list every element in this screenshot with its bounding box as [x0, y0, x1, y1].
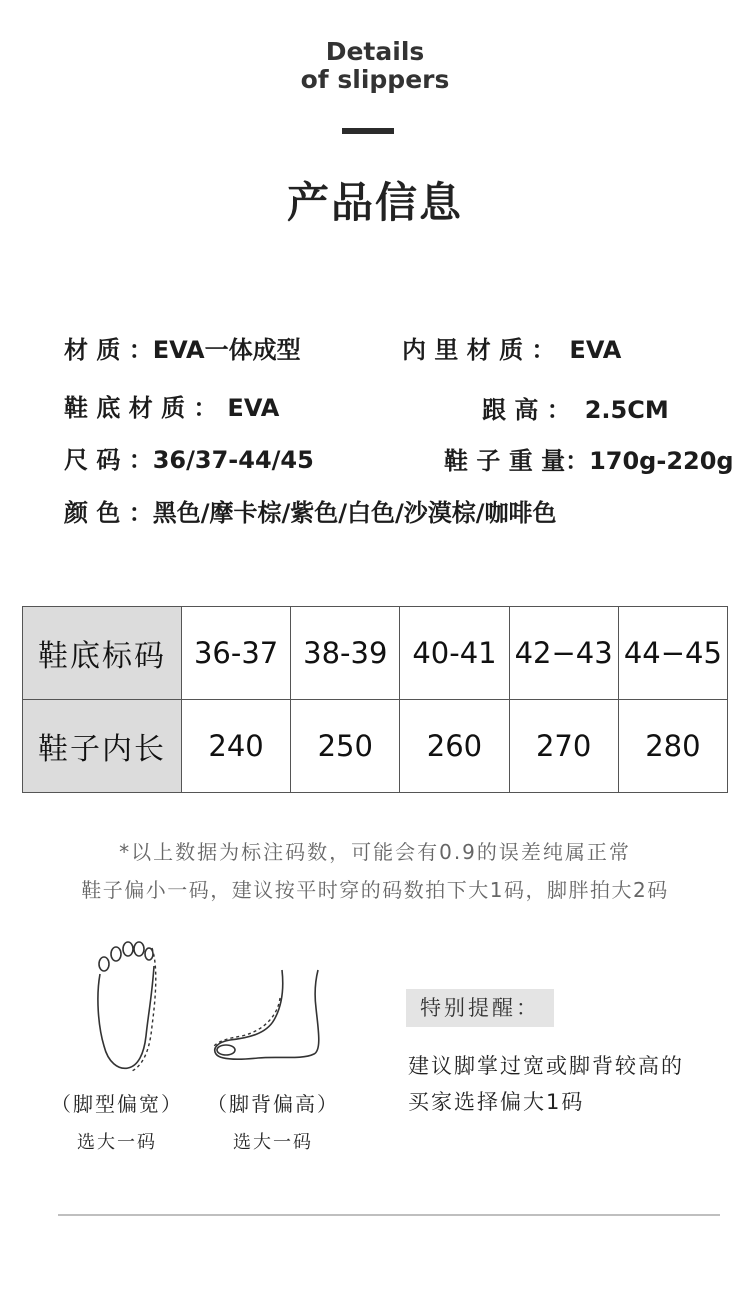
- english-title-line1: Details: [325, 37, 425, 66]
- table-cell: 42−43: [509, 607, 618, 700]
- spec-heel-label: 跟 高 ：: [482, 396, 571, 424]
- spec-weight-label: 鞋 子 重 量：: [444, 447, 590, 475]
- spec-lining: [402, 330, 621, 365]
- table-cell: 250: [291, 700, 400, 793]
- spec-sole-label: 鞋 底 材 质 ：: [64, 394, 218, 422]
- table-cell: 280: [618, 700, 727, 793]
- spec-lining-label: 内 里 材 质 ：: [402, 336, 556, 364]
- wide-foot-icon: [92, 936, 162, 1074]
- spec-color: [64, 493, 557, 528]
- spec-material: [64, 330, 301, 365]
- table-cell: 260: [400, 700, 509, 793]
- spec-heel-value: 2.5CM: [584, 396, 669, 424]
- table-row-sole-size: [23, 607, 728, 700]
- spec-color-label: 颜 色 ：: [64, 499, 153, 527]
- table-cell: 40-41: [400, 607, 509, 700]
- wide-foot-sub: 选大一码: [77, 1132, 157, 1153]
- reminder-line-1: 建议脚掌过宽或脚背较高的: [408, 1054, 684, 1078]
- spec-size: [64, 440, 314, 475]
- high-instep-foot-icon: [208, 968, 326, 1066]
- wide-foot-caption: （脚型偏宽）: [51, 1092, 183, 1116]
- title-divider: [342, 128, 394, 134]
- spec-sole: [64, 388, 279, 423]
- spec-weight: [444, 441, 734, 476]
- row-header-sole-size: 鞋底标码: [23, 607, 182, 700]
- english-title-line2: of slippers: [300, 65, 450, 94]
- spec-size-label: 尺 码 ：: [64, 446, 153, 474]
- spec-lining-value: EVA: [569, 336, 622, 364]
- table-cell: 270: [509, 700, 618, 793]
- table-cell: 36-37: [182, 607, 291, 700]
- footer-divider: [58, 1214, 720, 1216]
- size-table: [22, 606, 728, 793]
- high-instep-sub: 选大一码: [233, 1132, 313, 1153]
- spec-size-value: 36/37-44/45: [152, 446, 314, 474]
- table-cell: 240: [182, 700, 291, 793]
- spec-material-value: EVA一体成型: [152, 336, 301, 364]
- row-header-inner-length: 鞋子内长: [23, 700, 182, 793]
- special-reminder-badge: 特别提醒：: [406, 989, 554, 1027]
- spec-weight-value: 170g-220g: [589, 447, 734, 475]
- note-tolerance: *以上数据为标注码数，可能会有0.9的误差纯属正常: [119, 840, 631, 864]
- spec-sole-value: EVA: [227, 394, 280, 422]
- note-sizing-advice: 鞋子偏小一码，建议按平时穿的码数拍下大1码，脚胖拍大2码: [81, 878, 669, 902]
- table-cell: 38-39: [291, 607, 400, 700]
- spec-heel: [482, 390, 669, 425]
- page-title: 产品信息: [286, 178, 463, 227]
- table-row-inner-length: [23, 700, 728, 793]
- table-cell: 44−45: [618, 607, 727, 700]
- spec-material-label: 材 质 ：: [64, 336, 153, 364]
- english-title: [0, 38, 750, 94]
- high-instep-caption: （脚背偏高）: [207, 1092, 339, 1116]
- reminder-line-2: 买家选择偏大1码: [408, 1090, 585, 1114]
- spec-color-value: 黑色/摩卡棕/紫色/白色/沙漠棕/咖啡色: [152, 499, 557, 527]
